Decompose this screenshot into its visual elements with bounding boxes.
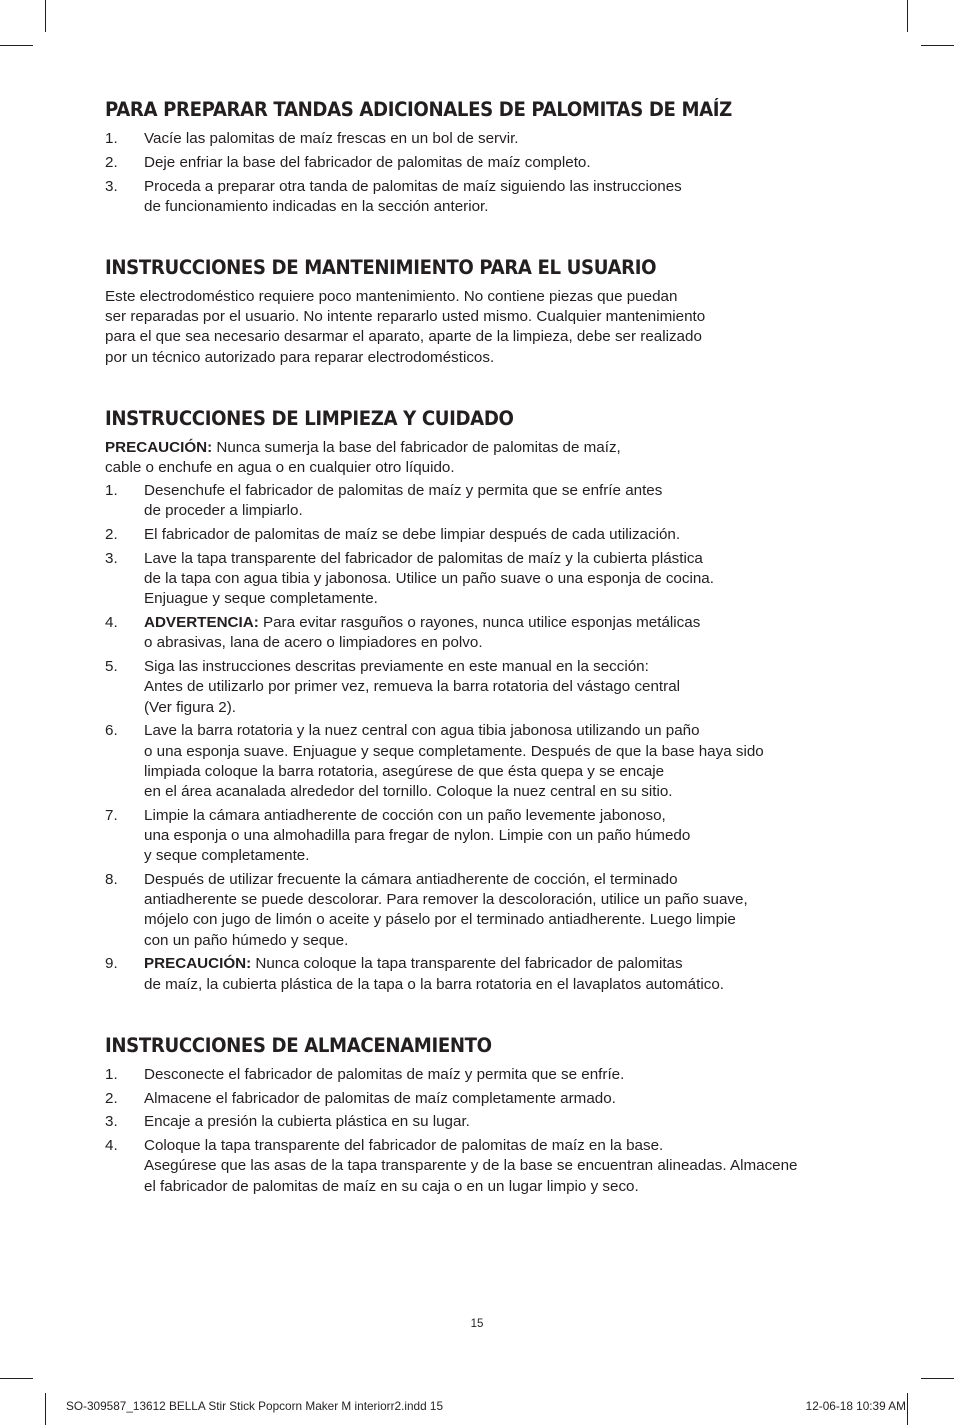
numbered-list (105, 1065, 865, 1197)
item-text: Limpie la cámara antiadherente de cocción con un paño levemente jabonoso, una esponja o una almohadilla para fregar de nylon. Limpie con un paño húmedo y seque completamente. (144, 806, 691, 865)
item-number: 5. (105, 658, 118, 676)
list-item (105, 954, 865, 994)
item-text: Encaje a presión la cubierta plástica en su lugar. (144, 1113, 470, 1131)
item-text: Proceda a preparar otra tanda de palomitas de maíz siguiendo las instrucciones de funcionamiento indicadas en la sección anterior. (144, 177, 682, 215)
item-number: 3. (105, 550, 118, 568)
caution-label: PRECAUCIÓN: (144, 955, 252, 973)
crop-mark (45, 1393, 46, 1425)
item-number: 4. (105, 1137, 118, 1155)
footer-file-name: SO-309587_13612 BELLA Stir Stick Popcorn Maker M interiorr2.indd 15 (66, 1399, 444, 1413)
section-cleaning-care (105, 406, 865, 995)
item-text: Siga las instrucciones descritas previamente en este manual en la sección: Antes de utilizarlo por primer vez, remueva la barra rotatoria del vástago central (Ver figura 2). (144, 658, 681, 716)
item-text: Nunca coloque la tapa transparente del fabricador de palomitas de maíz, la cubierta plástica de la tapa o la barra rotatoria en el lavaplatos automático. (144, 955, 724, 993)
list-item (105, 481, 865, 521)
list-item (105, 177, 865, 217)
crop-mark (45, 0, 46, 32)
list-item (105, 806, 865, 867)
section-storage (105, 1033, 865, 1197)
caution-label: PRECAUCIÓN: (105, 438, 213, 456)
item-text: Deje enfriar la base del fabricador de palomitas de maíz completo. (144, 153, 591, 171)
item-text: Después de utilizar frecuente la cámara antiadherente de cocción, el terminado antiadherente se puede descolorar. Para remover la descoloración, utilice un paño suave, mójelo con jugo de limón o aceite y páselo por el terminado antiadherente. Luego limpie con un paño húmedo y seque. (144, 871, 748, 949)
item-text: Desenchufe el fabricador de palomitas de maíz y permita que se enfríe antes de proceder a limpiarlo. (144, 482, 663, 520)
item-number: 2. (105, 526, 118, 544)
footer-timestamp: 12-06-18 10:39 AM (805, 1399, 906, 1413)
caution-text: Nunca sumerja la base del fabricador de palomitas de maíz, cable o enchufe en agua o en cualquier otro líquido. (105, 438, 621, 477)
item-number: 1. (105, 482, 118, 500)
item-text: Para evitar rasguños o rayones, nunca utilice esponjas metálicas o abrasivas, lana de acero o limpiadores en polvo. (144, 614, 701, 652)
item-number: 7. (105, 806, 118, 824)
list-item (105, 1112, 865, 1132)
crop-mark (921, 1378, 954, 1379)
crop-mark (907, 0, 908, 32)
item-number: 9. (105, 955, 118, 973)
numbered-list (105, 481, 865, 995)
list-item (105, 870, 865, 951)
section-user-maintenance (105, 255, 865, 368)
list-item (105, 153, 865, 173)
item-number: 4. (105, 614, 118, 632)
item-text: El fabricador de palomitas de maíz se debe limpiar después de cada utilización. (144, 526, 681, 544)
list-item (105, 129, 865, 149)
list-item (105, 1089, 865, 1109)
item-text: Lave la tapa transparente del fabricador de palomitas de maíz y la cubierta plástica de la tapa con agua tibia y jabonosa. Utilice un paño suave o una esponja de cocina. Enjuague y seque completamente. (144, 550, 714, 608)
item-text: Coloque la tapa transparente del fabricador de palomitas de maíz en la base. Asegúrese que las asas de la tapa transparente y de la base se encuentran alineadas. Almacene el fabricador de palomitas de maíz en su caja o en un lugar limpio y seco. (144, 1137, 798, 1195)
list-item (105, 549, 865, 610)
item-number: 1. (105, 1065, 118, 1083)
item-number: 6. (105, 722, 118, 740)
crop-mark (921, 45, 954, 46)
item-text: Vacíe las palomitas de maíz frescas en un bol de servir. (144, 130, 519, 147)
crop-mark (0, 45, 33, 46)
section-heading: PARA PREPARAR TANDAS ADICIONALES DE PALOMITAS DE MAÍZ (105, 98, 732, 121)
document-body (105, 97, 865, 1200)
item-number: 3. (105, 1113, 118, 1131)
numbered-list (105, 129, 865, 217)
item-number: 3. (105, 177, 118, 195)
item-number: 1. (105, 130, 118, 147)
item-number: 8. (105, 871, 118, 889)
list-item (105, 613, 865, 653)
list-item (105, 1136, 865, 1197)
maintenance-paragraph: Este electrodoméstico requiere poco mantenimiento. No contiene piezas que puedan ser reparadas por el usuario. No intente repararlo usted mismo. Cualquier mantenimiento para el que sea necesario desarmar el aparato, aparte de la limpieza, debe ser realizado por un técnico autorizado para reparar electrodomésticos. (105, 288, 706, 366)
item-number: 2. (105, 153, 118, 171)
warning-label: ADVERTENCIA: (144, 614, 259, 632)
list-item (105, 525, 865, 545)
list-item (105, 1065, 865, 1085)
item-number: 2. (105, 1089, 118, 1107)
crop-mark (0, 1378, 33, 1379)
section-heading: INSTRUCCIONES DE MANTENIMIENTO PARA EL USUARIO (105, 256, 657, 279)
caution-paragraph (105, 438, 865, 478)
list-item (105, 721, 865, 802)
section-heading: INSTRUCCIONES DE ALMACENAMIENTO (105, 1033, 492, 1057)
section-heading: INSTRUCCIONES DE LIMPIEZA Y CUIDADO (105, 406, 514, 430)
crop-mark (907, 1393, 908, 1425)
item-text: Lave la barra rotatoria y la nuez central con agua tibia jabonosa utilizando un paño o una esponja suave. Enjuague y seque completamente. Después de que la base haya sido limpiada coloque la barra rotatoria, asegúrese de que ésta quepa y se encaje en el área acanalada alrededor del tornillo. Coloque la nuez central en su sitio. (144, 722, 764, 801)
item-text: Almacene el fabricador de palomitas de maíz completamente armado. (144, 1089, 616, 1107)
section-additional-batches (105, 97, 865, 217)
list-item (105, 657, 865, 718)
item-text: Desconecte el fabricador de palomitas de maíz y permita que se enfríe. (144, 1065, 625, 1083)
page-number: 15 (470, 1318, 484, 1330)
